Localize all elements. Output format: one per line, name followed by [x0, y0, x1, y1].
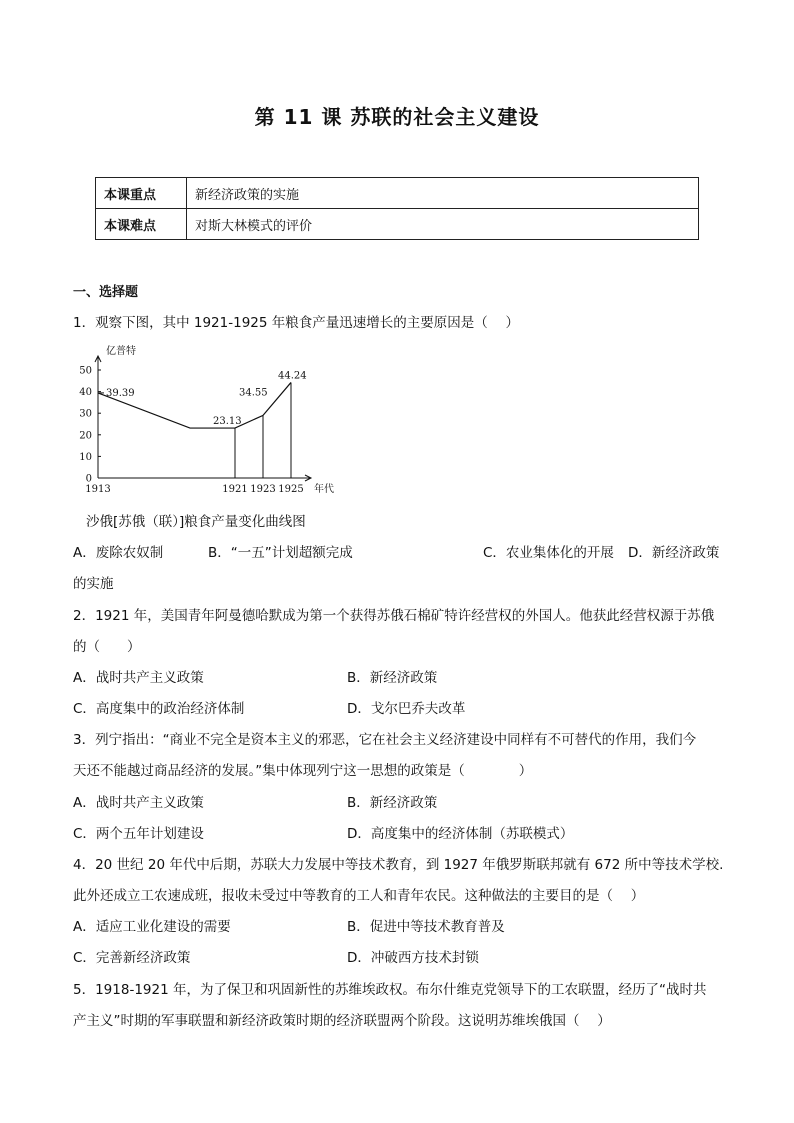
q2-line2: 的（ ）	[73, 639, 141, 655]
difficulty-value: 对斯大林模式的评价	[187, 209, 699, 240]
q5-line1: 5．1918-1921 年，为了保卫和巩固新性的苏维埃政权。布尔什维克党领导下的工农联盟，经历了“战时共	[73, 982, 707, 998]
q4-option-a: A．适应工业化建设的需要	[73, 919, 231, 935]
x-axis-label: 年代	[314, 484, 334, 494]
y-tick-label: 30	[79, 408, 92, 420]
q4-line2: 此外还成立工农速成班，报收未受过中等教育的工人和青年农民。这种做法的主要目的是（ ）	[73, 888, 645, 904]
page-title: 第 11 课 苏联的社会主义建设	[254, 105, 540, 129]
data-label: 44.24	[278, 370, 307, 382]
chart-svg	[73, 342, 363, 494]
section-heading: 一、选择题	[73, 285, 139, 300]
keypoints-table	[95, 177, 699, 240]
y-axis-label: 亿普特	[106, 346, 136, 357]
q1-stem: 1．观察下图，其中 1921-1925 年粮食产量迅速增长的主要原因是（ ）	[73, 315, 520, 331]
q1-option-d: D．新经济政策	[628, 545, 720, 561]
q4-option-d: D．冲破西方技术封锁	[347, 950, 479, 966]
q4-line1: 4．20 世纪 20 年代中后期，苏联大力发展中等技术教育，到 1927 年俄罗斯联邦就有 672 所中等技术学校.	[73, 857, 724, 873]
q1-option-a: A．废除农奴制	[73, 545, 164, 561]
focus-value: 新经济政策的实施	[187, 178, 699, 209]
q1-option-c: C．农业集体化的开展	[483, 545, 614, 561]
q4-option-c: C．完善新经济政策	[73, 950, 191, 966]
q3-line2: 天还不能越过商品经济的发展。”集中体现列宁这一思想的政策是（ ）	[73, 763, 533, 779]
data-label: 34.55	[239, 387, 268, 399]
q2-option-d: D．戈尔巴乔夫改革	[347, 701, 466, 717]
y-tick-label: 0	[85, 473, 92, 485]
x-tick-label: 1913	[85, 484, 111, 494]
q1-option-d-cont: 的实施	[73, 576, 114, 592]
y-tick-label: 20	[79, 430, 92, 442]
data-label: 39.39	[106, 387, 135, 399]
data-label: 23.13	[213, 416, 242, 428]
q4-option-b: B．促进中等技术教育普及	[347, 919, 505, 935]
q2-option-c: C．高度集中的政治经济体制	[73, 701, 245, 717]
q2-option-a: A．战时共产主义政策	[73, 670, 204, 686]
q5-line2: 产主义”时期的军事联盟和新经济政策时期的经济联盟两个阶段。这说明苏维埃俄国（ ）	[73, 1013, 611, 1029]
q2-option-b: B．新经济政策	[347, 670, 438, 686]
table-row	[96, 209, 699, 240]
q3-option-d: D．高度集中的经济体制（苏联模式）	[347, 826, 574, 842]
x-tick-label: 1923	[250, 484, 276, 494]
grain-output-chart	[73, 342, 363, 498]
y-tick-label: 10	[79, 451, 92, 463]
focus-label: 本课重点	[96, 178, 187, 209]
x-tick-label: 1925	[278, 484, 304, 494]
q1-option-b: B．“一五”计划超额完成	[208, 545, 353, 561]
q3-line1: 3．列宁指出：“商业不完全是资本主义的邪恶，它在社会主义经济建设中同样有不可替代的作用，我们今	[73, 732, 697, 748]
q3-option-c: C．两个五年计划建设	[73, 826, 204, 842]
x-tick-label: 1921	[222, 484, 248, 494]
y-tick-label: 40	[79, 387, 92, 399]
chart-caption: 沙俄[苏俄（联）]粮食产量变化曲线图	[86, 514, 306, 530]
y-tick-label: 50	[79, 365, 92, 377]
q2-line1: 2．1921 年，美国青年阿曼德哈默成为第一个获得苏俄石棉矿特许经营权的外国人。他获此经营权源于苏俄	[73, 608, 715, 624]
table-row	[96, 178, 699, 209]
difficulty-label: 本课难点	[96, 209, 187, 240]
q3-option-b: B．新经济政策	[347, 795, 438, 811]
q3-option-a: A．战时共产主义政策	[73, 795, 204, 811]
